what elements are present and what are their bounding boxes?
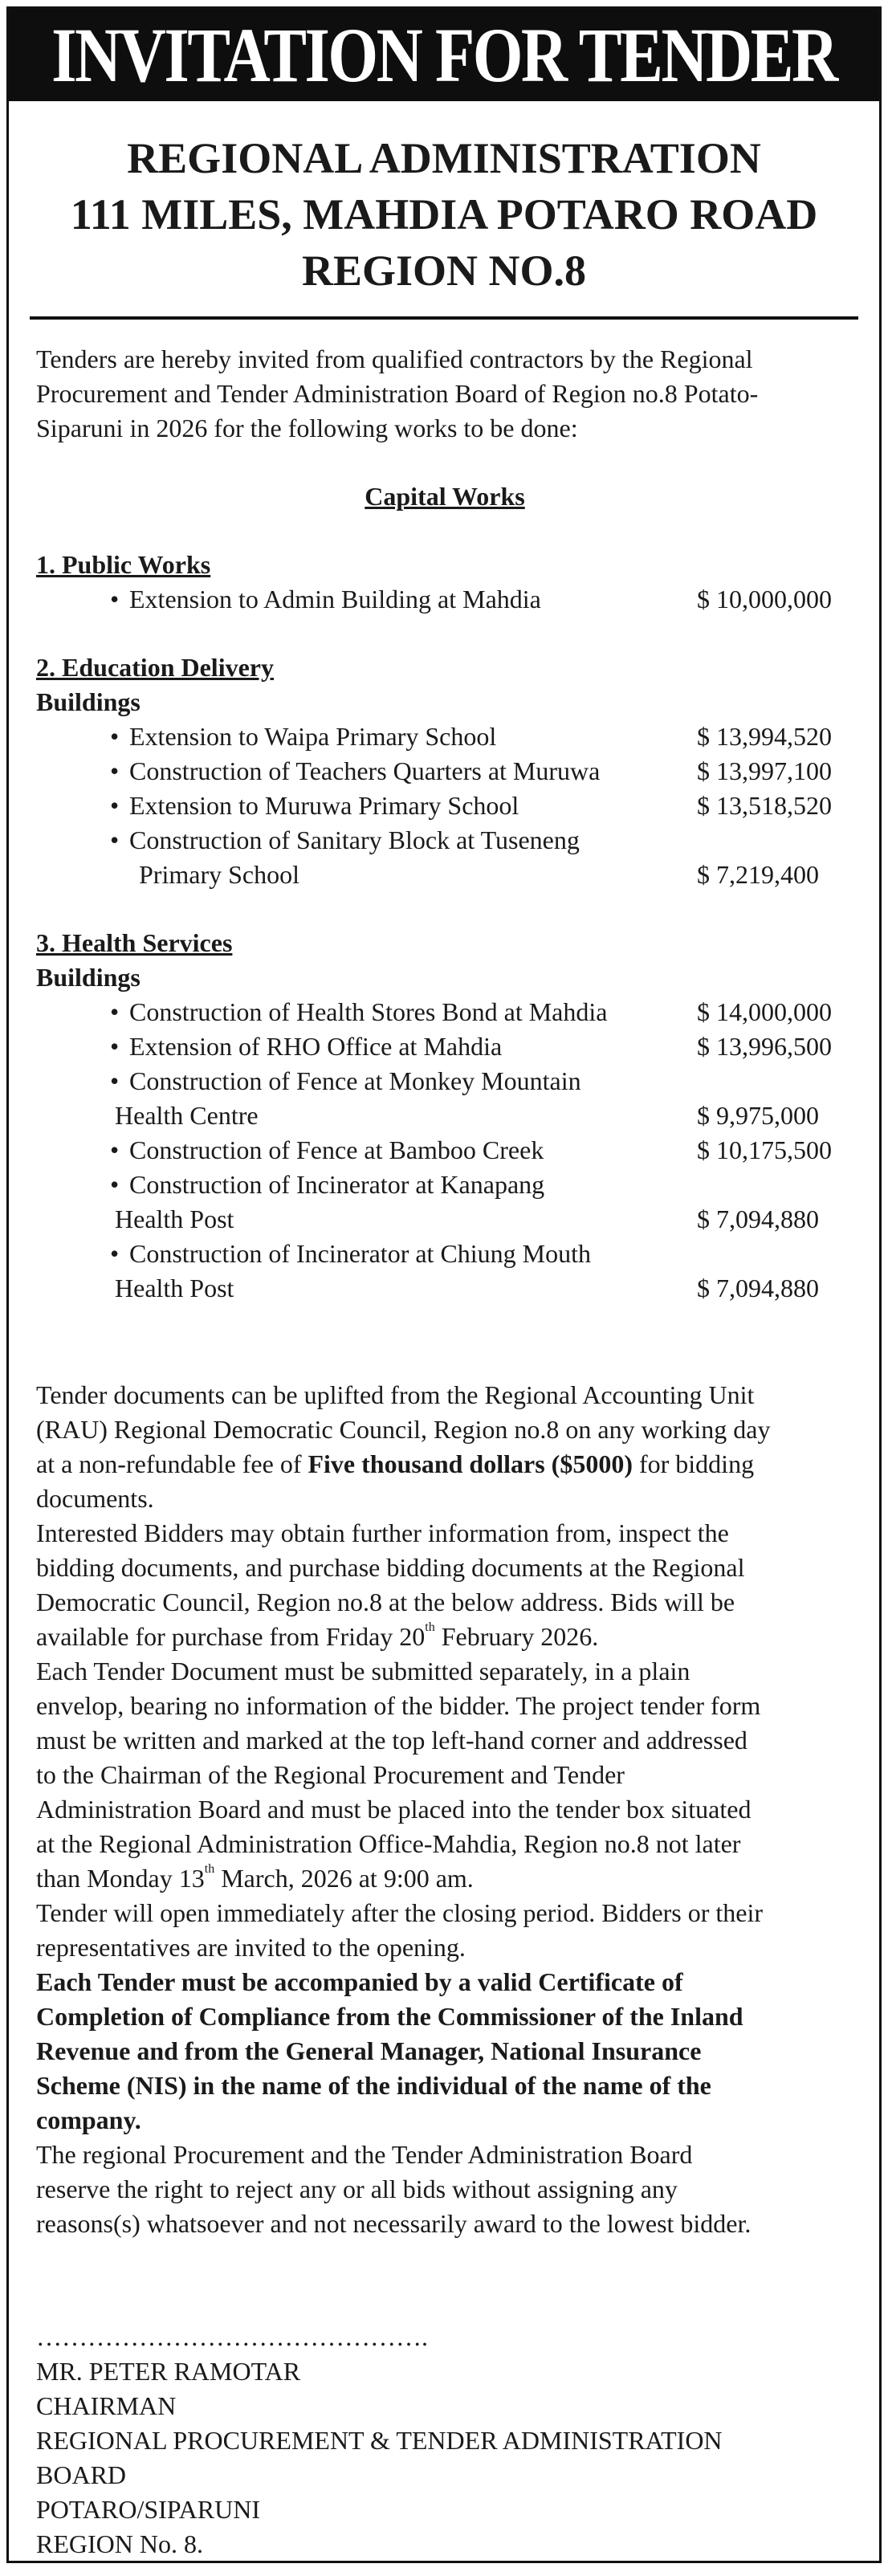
- signatory-name: MR. PETER RAMOTAR: [36, 2357, 301, 2386]
- body-line: envelop, bearing no information of the bidder. The project tender form: [36, 1691, 761, 1720]
- signature-block: [36, 2320, 853, 2562]
- work-description: Primary School: [139, 860, 299, 889]
- work-description: Extension to Waipa Primary School: [129, 722, 497, 751]
- body-line: documents.: [36, 1484, 154, 1513]
- text: at a non-refundable fee of: [36, 1449, 308, 1478]
- work-item-continued: [36, 1098, 853, 1133]
- intro-line: Procurement and Tender Administration Board of Region no.8 Potato-: [36, 379, 759, 408]
- work-amount: $ 10,175,500: [697, 1135, 832, 1164]
- ordinal-suffix: th: [204, 1862, 215, 1876]
- body-line: bidding documents, and purchase bidding documents at the Regional: [36, 1553, 745, 1582]
- category-title-public-works: 1. Public Works: [36, 550, 211, 579]
- signature-line: ……………………………………….: [36, 2322, 428, 2351]
- bullet-icon: •: [110, 791, 120, 820]
- header-line-1: REGIONAL ADMINISTRATION: [127, 134, 761, 182]
- work-item: [36, 582, 853, 617]
- text: February 2026.: [434, 1622, 599, 1651]
- body-line: representatives are invited to the opening.: [36, 1933, 466, 1962]
- intro-line: Siparuni in 2026 for the following works to be done:: [36, 414, 578, 442]
- body-line-bold: Completion of Compliance from the Commissioner of the Inland: [36, 2002, 743, 2031]
- body-line: reserve the right to reject any or all bids without assigning any: [36, 2175, 678, 2203]
- work-amount: $ 13,518,520: [697, 791, 832, 820]
- bullet-icon: •: [110, 585, 120, 613]
- text: than Monday 13: [36, 1864, 205, 1893]
- bullet-icon: •: [110, 1135, 120, 1164]
- text: available for purchase from Friday 20: [36, 1622, 426, 1651]
- body-line: Democratic Council, Region no.8 at the below address. Bids will be: [36, 1588, 735, 1616]
- work-amount: $ 13,994,520: [697, 722, 832, 751]
- body-line: reasons(s) whatsoever and not necessarily award to the lowest bidder.: [36, 2209, 752, 2238]
- fee-amount: Five thousand dollars ($5000): [308, 1449, 633, 1478]
- body-line: The regional Procurement and the Tender Administration Board: [36, 2140, 693, 2169]
- tender-notice: [6, 6, 882, 2563]
- content: [9, 342, 879, 2562]
- work-item: [36, 719, 853, 754]
- signatory-area: POTARO/SIPARUNI: [36, 2495, 260, 2524]
- body-line: [36, 1620, 853, 1654]
- body-line: [36, 1447, 853, 1482]
- work-item: [36, 1237, 853, 1271]
- body-line: (RAU) Regional Democratic Council, Region no.8 on any working day: [36, 1415, 771, 1444]
- bullet-icon: •: [110, 825, 120, 854]
- work-description: Extension of RHO Office at Mahdia: [129, 1032, 503, 1061]
- work-item: [36, 754, 853, 789]
- work-item: [36, 1029, 853, 1064]
- work-item: [36, 1064, 853, 1098]
- work-amount: $ 7,094,880: [697, 1204, 819, 1233]
- subheading-buildings: Buildings: [36, 963, 141, 992]
- header-line-2: 111 MILES, MAHDIA POTARO ROAD: [70, 190, 818, 238]
- body-line: [36, 1861, 853, 1896]
- body-line-bold: company.: [36, 2105, 141, 2134]
- work-description: Construction of Fence at Monkey Mountain: [129, 1066, 581, 1095]
- body-text: [36, 1378, 853, 2241]
- body-line: Administration Board and must be placed into the tender box situated: [36, 1795, 752, 1824]
- body-line: Tender documents can be uplifted from the Regional Accounting Unit: [36, 1380, 755, 1409]
- intro-paragraph: [36, 342, 853, 446]
- ordinal-suffix: th: [425, 1620, 435, 1634]
- category-title-health: 3. Health Services: [36, 928, 233, 957]
- body-line-bold: Scheme (NIS) in the name of the individual of the name of the: [36, 2071, 711, 2100]
- banner-title: INVITATION FOR TENDER: [51, 12, 837, 98]
- body-line: to the Chairman of the Regional Procurement and Tender: [36, 1760, 625, 1789]
- work-description: Health Post: [115, 1204, 234, 1233]
- work-amount: $ 7,094,880: [697, 1274, 819, 1302]
- banner: [9, 9, 879, 101]
- bullet-icon: •: [110, 1066, 120, 1095]
- work-description: Construction of Health Stores Bond at Mahdia: [129, 997, 608, 1026]
- header-line-3: REGION NO.8: [301, 247, 587, 295]
- body-line: Each Tender Document must be submitted separately, in a plain: [36, 1657, 690, 1685]
- work-amount: $ 7,219,400: [697, 860, 819, 889]
- bullet-icon: •: [110, 1239, 120, 1268]
- work-description: Construction of Incinerator at Kanapang: [129, 1170, 545, 1199]
- signatory-board: BOARD: [36, 2460, 127, 2489]
- work-description: Extension to Admin Building at Mahdia: [129, 585, 541, 613]
- work-description: Construction of Teachers Quarters at Muruwa: [129, 756, 601, 785]
- work-amount: $ 13,996,500: [697, 1032, 832, 1061]
- work-amount: $ 14,000,000: [697, 997, 832, 1026]
- work-item: [36, 1168, 853, 1202]
- text: for bidding: [632, 1449, 755, 1478]
- body-line: Tender will open immediately after the closing period. Bidders or their: [36, 1898, 764, 1927]
- work-amount: $ 13,997,100: [697, 756, 832, 785]
- work-description: Health Centre: [115, 1101, 259, 1130]
- bullet-icon: •: [110, 1032, 120, 1061]
- text: March, 2026 at 9:00 am.: [214, 1864, 474, 1893]
- signatory-region: REGION No. 8.: [36, 2529, 203, 2558]
- work-description: Construction of Fence at Bamboo Creek: [129, 1135, 544, 1164]
- bullet-icon: •: [110, 997, 120, 1026]
- work-item: [36, 823, 853, 858]
- bullet-icon: •: [110, 1170, 120, 1199]
- work-item: [36, 995, 853, 1029]
- work-description: Construction of Incinerator at Chiung Mouth: [129, 1239, 592, 1268]
- work-description: Construction of Sanitary Block at Tuseneng: [129, 825, 580, 854]
- body-line: must be written and marked at the top left-hand corner and addressed: [36, 1726, 747, 1755]
- work-amount: $ 10,000,000: [697, 585, 832, 613]
- body-line: at the Regional Administration Office-Mahdia, Region no.8 not later: [36, 1829, 741, 1858]
- header-divider: [30, 316, 858, 320]
- body-line-bold: Each Tender must be accompanied by a valid Certificate of: [36, 1967, 683, 1996]
- section-heading: Capital Works: [365, 482, 525, 511]
- bullet-icon: •: [110, 722, 120, 751]
- category-title-education: 2. Education Delivery: [36, 653, 274, 682]
- work-item-continued: [36, 858, 853, 892]
- subheading-buildings: Buildings: [36, 687, 141, 716]
- bullet-icon: •: [110, 756, 120, 785]
- body-line-bold: Revenue and from the General Manager, National Insurance: [36, 2036, 702, 2065]
- signatory-title: CHAIRMAN: [36, 2391, 177, 2420]
- work-description: Health Post: [115, 1274, 234, 1302]
- work-item-continued: [36, 1271, 853, 1306]
- header: [9, 130, 879, 299]
- work-item: [36, 1133, 853, 1168]
- body-line: Interested Bidders may obtain further information from, inspect the: [36, 1518, 729, 1547]
- intro-line: Tenders are hereby invited from qualified contractors by the Regional: [36, 344, 753, 373]
- signatory-board: REGIONAL PROCUREMENT & TENDER ADMINISTRATION: [36, 2426, 723, 2455]
- work-item: [36, 789, 853, 823]
- work-item-continued: [36, 1202, 853, 1237]
- work-description: Extension to Muruwa Primary School: [129, 791, 519, 820]
- work-amount: $ 9,975,000: [697, 1101, 819, 1130]
